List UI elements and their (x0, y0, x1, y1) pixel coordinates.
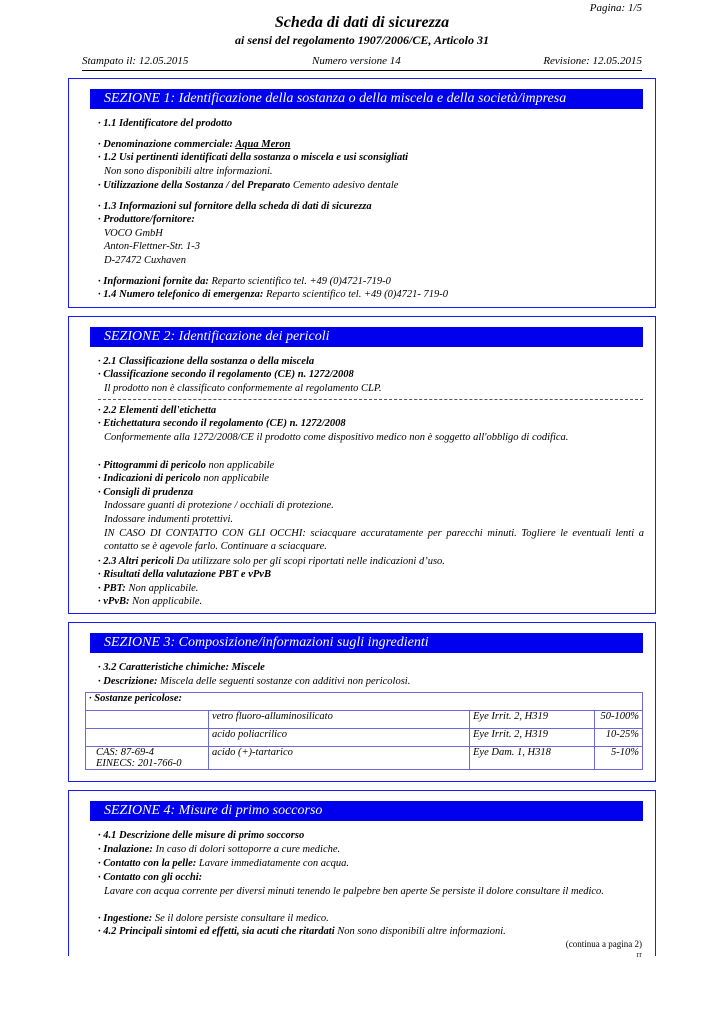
s2-line-2: · Classificazione secondo il regolamento (CE) n. 1272/2008 (98, 369, 354, 380)
s2-line-5: · Etichettatura secondo il regolamento (CE) n. 1272/2008 (98, 418, 346, 429)
table-row (86, 711, 643, 729)
revision-date: Revisione: 12.05.2015 (543, 55, 642, 67)
document-subtitle: ai sensi del regolamento 1907/2006/CE, Articolo 31 (235, 33, 489, 47)
section-4 (68, 790, 656, 956)
section-1 (68, 78, 656, 308)
s1-usage: · Utilizzazione della Sostanza / del Preparato Cemento adesivo dentale (98, 180, 399, 191)
s2-vpvb: · vPvB: Non applicabile. (98, 596, 203, 607)
s4-symptoms: · 4.2 Principali sintomi ed effetti, sia acuti che ritardati Non sono disponibili altre informazioni. (98, 926, 506, 937)
section-1-title: SEZIONE 1: Identificazione della sostanza o della miscela e della società/impresa (90, 89, 643, 109)
s1-company: VOCO GmbH (104, 228, 163, 239)
header-divider (82, 70, 642, 71)
table-cell-name: acido (+)-tartarico (209, 747, 470, 770)
s1-line-6: · 1.3 Informazioni sul fornitore della scheda di dati di sicurezza (98, 201, 372, 212)
s1-line-3: · 1.2 Usi pertinenti identificati della sostanza o miscela e usi sconsigliati (98, 152, 409, 163)
s2-pbt: · PBT: Non applicabile. (98, 583, 199, 594)
table-cell-pct: 10-25% (595, 729, 643, 747)
section-2 (68, 316, 656, 614)
s1-trade-name: · Denominazione commerciale: Aqua Meron (98, 139, 291, 150)
s2-divider (98, 399, 643, 400)
s2-hazards: · Indicazioni di pericolo non applicabile (98, 473, 269, 484)
s4-line-5: Lavare con acqua corrente per diversi minuti tenendo le palpebre ben aperte Se persiste il dolore consultare il medico. (104, 886, 604, 897)
s2-line-1: · 2.1 Classificazione della sostanza o della miscela (98, 356, 315, 367)
s4-skin: · Contatto con la pelle: Lavare immediatamente con acqua. (98, 858, 349, 869)
section-3 (68, 622, 656, 782)
s2-line-14: · Risultati della valutazione PBT e vPvB (98, 569, 271, 580)
table-cell-class: Eye Irrit. 2, H319 (470, 711, 595, 729)
version-number: Numero versione 14 (312, 55, 401, 67)
s2-pictograms: · Pittogrammi di pericolo non applicabile (98, 460, 275, 471)
table-header-row (86, 693, 643, 711)
table-cell-name: vetro fluoro-alluminosilicato (209, 711, 470, 729)
s4-inhalation: · Inalazione: In caso di dolori sottoporre a cure mediche. (98, 844, 341, 855)
continued-note: (continua a pagina 2) (565, 939, 642, 949)
table-cell-id (86, 729, 209, 747)
table-cell-id (86, 711, 209, 729)
table-cell-class: Eye Irrit. 2, H319 (470, 729, 595, 747)
s1-emergency: · 1.4 Numero telefonico di emergenza: Reparto scientifico tel. +49 (0)4721- 719-0 (98, 289, 449, 300)
s2-line-9: · Consigli di prudenza (98, 487, 194, 498)
s2-line-3: Il prodotto non è classificato conformemente al regolamento CLP. (104, 383, 382, 394)
table-row (86, 747, 643, 770)
s1-city: D-27472 Cuxhaven (104, 255, 186, 266)
section-2-title: SEZIONE 2: Identificazione dei pericoli (90, 327, 643, 347)
section-4-title: SEZIONE 4: Misure di primo soccorso (90, 801, 643, 821)
table-row (86, 729, 643, 747)
s1-line-4: Non sono disponibili altre informazioni. (104, 166, 273, 177)
s2-line-12: IN CASO DI CONTATTO CON GLI OCCHI: sciacquare accuratamente per parecchi minuti. Togliere le eventuali lenti a contatto se è agevole farlo. Continuare a sciacquare. (104, 528, 644, 552)
print-date: Stampato il: 12.05.2015 (82, 55, 189, 67)
section-3-title: SEZIONE 3: Composizione/informazioni sugli ingredienti (90, 633, 643, 653)
s2-line-4: · 2.2 Elementi dell'etichetta (98, 405, 217, 416)
table-cell-name: acido poliacrilico (209, 729, 470, 747)
substances-table (85, 692, 643, 770)
document-title: Scheda di dati di sicurezza (274, 14, 450, 31)
language-code: IT (636, 953, 642, 959)
table-header-cell: · Sostanze pericolose: (86, 693, 643, 711)
s3-description: · Descrizione: Miscela delle seguenti sostanze con additivi non pericolosi. (98, 676, 411, 687)
table-cell-id: CAS: 87-69-4 EINECS: 201-766-0 (86, 747, 209, 770)
s4-ingestion: · Ingestione: Se il dolore persiste consultare il medico. (98, 913, 329, 924)
table-cell-pct: 5-10% (595, 747, 643, 770)
page-number: Pagina: 1/5 (589, 2, 642, 14)
s2-other-hazards: · 2.3 Altri pericoli Da utilizzare solo per gli scopi riportati nelle indicazioni d’uso. (98, 556, 445, 567)
table-cell-class: Eye Dam. 1, H318 (470, 747, 595, 770)
s1-line-1: · 1.1 Identificatore del prodotto (98, 118, 233, 129)
s2-line-10: Indossare guanti di protezione / occhiali di protezione. (104, 500, 334, 511)
s3-line-1: · 3.2 Caratteristiche chimiche: Miscele (98, 662, 265, 673)
table-cell-pct: 50-100% (595, 711, 643, 729)
s4-line-4: · Contatto con gli occhi: (98, 872, 203, 883)
s2-line-6: Conformemente alla 1272/2008/CE il prodotto come dispositivo medico non è soggetto all'obbligo di codifica. (104, 432, 569, 443)
s1-info: · Informazioni fornite da: Reparto scientifico tel. +49 (0)4721-719-0 (98, 276, 391, 287)
s2-line-11: Indossare indumenti protettivi. (104, 514, 233, 525)
s4-line-1: · 4.1 Descrizione delle misure di primo soccorso (98, 830, 305, 841)
s1-line-7: · Produttore/fornitore: (98, 214, 195, 225)
s1-street: Anton-Flettner-Str. 1-3 (104, 241, 201, 252)
